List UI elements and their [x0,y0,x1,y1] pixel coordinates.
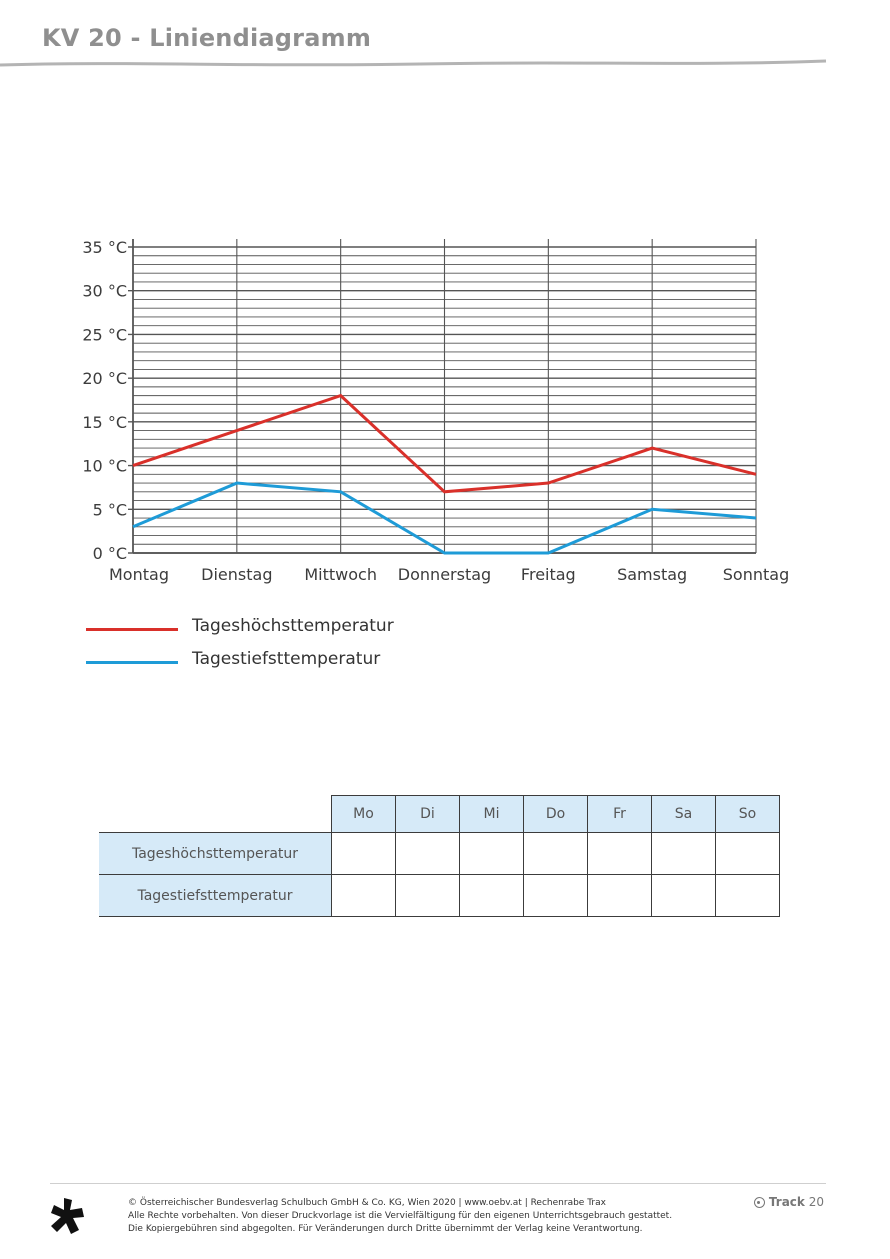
line-chart [0,0,890,600]
y-tick-label: 5 °C [92,500,127,520]
x-tick-label: Sonntag [722,565,790,584]
y-tick-label: 20 °C [82,369,127,389]
y-tick-label: 0 °C [92,544,127,563]
table-day-header: Fr [588,796,652,833]
table-entry-cell[interactable] [588,875,652,917]
track-label: Track [768,1195,805,1209]
page-title: KV 20 - Liniendiagramm [42,24,372,52]
footer-copyright [128,1197,672,1236]
table-header-row [99,796,780,833]
legend-label-high: Tageshöchsttemperatur [192,616,394,636]
table-entry-cell[interactable] [396,833,460,875]
table-day-header: Mi [460,796,524,833]
table-entry-cell[interactable] [588,833,652,875]
legend-label-low: Tagestiefsttemperatur [192,649,381,669]
table-entry-cell[interactable] [332,833,396,875]
table-day-header: So [716,796,780,833]
track-target-icon [754,1197,765,1208]
table-row [99,875,780,917]
footer-line-2: Alle Rechte vorbehalten. Von dieser Druckvorlage ist die Vervielfältigung für den eigenen Unterrichtsgebrauch gestattet. [128,1211,673,1221]
table-entry-cell[interactable] [524,875,588,917]
table-entry-cell[interactable] [652,833,716,875]
x-tick-label: Mittwoch [304,565,377,584]
footer-divider [50,1183,826,1184]
legend-swatch-low [86,661,178,664]
table-day-header: Di [396,796,460,833]
table-entry-cell[interactable] [716,833,780,875]
table-corner [99,796,332,833]
x-tick-label: Dienstag [201,565,273,584]
legend-swatch-high [86,628,178,631]
x-tick-label: Samstag [617,565,688,584]
table-entry-cell[interactable] [460,833,524,875]
x-tick-label: Donnerstag [397,565,492,584]
y-tick-label: 15 °C [82,412,127,432]
table-entry-cell[interactable] [716,875,780,917]
x-tick-label: Montag [109,565,169,584]
table-row-label: Tageshöchsttemperatur [99,833,332,875]
table-entry-cell[interactable] [524,833,588,875]
temperature-worksheet-table [99,795,780,917]
table-day-header: Mo [332,796,396,833]
table-entry-cell[interactable] [396,875,460,917]
footer-line-3: Die Kopiergebühren sind abgegolten. Für Veränderungen durch Dritte übernimmt der Verlag keine Verantwortung. [128,1224,643,1234]
table-row-label: Tagestiefsttemperatur [99,875,332,917]
table-entry-cell[interactable] [652,875,716,917]
x-tick-label: Freitag [520,565,576,584]
y-tick-label: 25 °C [82,325,127,345]
table-row [99,833,780,875]
track-number: 20 [808,1195,824,1209]
publisher-logo-icon [48,1196,88,1236]
y-tick-label: 10 °C [82,456,127,476]
table-day-header: Do [524,796,588,833]
table-entry-cell[interactable] [332,875,396,917]
table-day-header: Sa [652,796,716,833]
footer-line-1: © Österreichischer Bundesverlag Schulbuch GmbH & Co. KG, Wien 2020 | www.oebv.at | Rechenrabe Trax [128,1198,606,1208]
y-tick-label: 35 °C [82,238,127,257]
y-tick-label: 30 °C [82,281,127,301]
track-badge [754,1195,824,1209]
table-entry-cell[interactable] [460,875,524,917]
